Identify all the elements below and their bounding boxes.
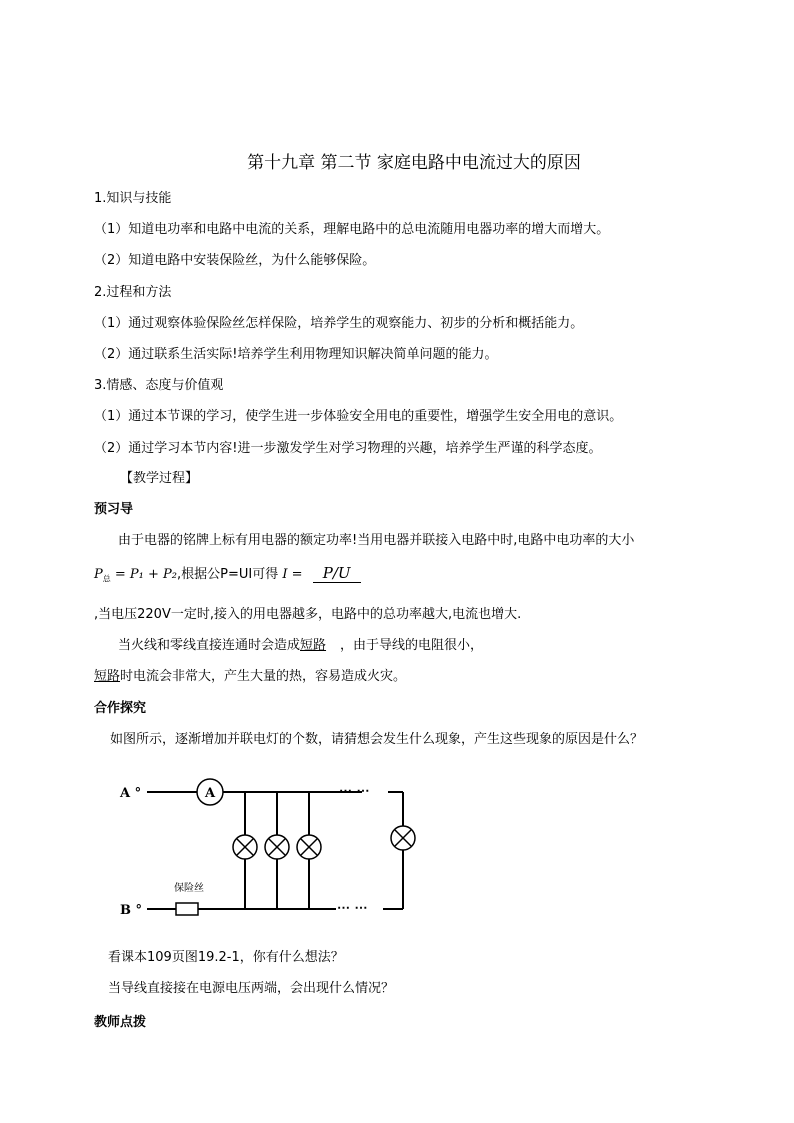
teaching-process-heading: 【教学过程】 (120, 471, 199, 486)
preview-paragraph-1: 由于电器的铭牌上标有用电器的额定功率!当用电器并联接入电路中时,电路中电功率的大小 (118, 533, 635, 548)
answer-blank-1: P/U (313, 564, 361, 583)
explore-heading: 合作探究 (94, 701, 147, 716)
page-title: 第十九章 第二节 家庭电路中电流过大的原因 (247, 153, 581, 173)
section-heading-process: 2.过程和方法 (94, 285, 172, 300)
formula-lhs: P (94, 567, 103, 582)
attitude-item-1: （1）通过本节课的学习，使学生进一步体验安全用电的重要性，增强学生安全用电的意识。 (94, 409, 623, 424)
lamp-n-icon (391, 826, 415, 850)
fuse-label: 保险丝 (174, 883, 204, 894)
preview-paragraph-2: ,当电压220V一定时,接入的用电器越多，电路中的总功率越大,电流也增大. (94, 607, 522, 622)
formula-text: ,根据公P=UI可得 (177, 567, 279, 582)
short-circuit-underlined: 短路 (94, 669, 121, 684)
lamp-2-icon (265, 835, 289, 859)
section-heading-knowledge: 1.知识与技能 (94, 191, 172, 206)
formula-subscript: 总 (102, 574, 111, 584)
process-item-1: （1）通过观察体验保险丝怎样保险，培养学生的观察能力、初步的分析和概括能力。 (94, 316, 584, 331)
teacher-heading: 教师点拨 (94, 1015, 147, 1030)
fuse-icon (176, 903, 198, 915)
knowledge-item-1: （1）知道电功率和电路中电流的关系，理解电路中的总电流随用电器功率的增大而增大。 (94, 222, 610, 237)
bottom-continuation-dots: ⋯ ⋯ (337, 901, 368, 916)
p3-text-before: 当火线和零线直接连通时会造成 (118, 638, 301, 653)
lamp-1-icon (233, 835, 257, 859)
section-heading-attitude: 3.情感、态度与价值观 (94, 378, 224, 393)
formula-rhs: = P₁ + P₂ (114, 567, 177, 582)
terminal-b-label: B ° (120, 903, 143, 918)
short-circuit-question: 当导线直接接在电源电压两端，会出现什么情况？ (108, 981, 395, 996)
formula-current: I = (282, 567, 303, 582)
attitude-item-2: （2）通过学习本节内容!进一步激发学生对学习物理的兴趣，培养学生严谨的科学态度。 (94, 441, 602, 456)
textbook-question: 看课本109页图19.2-1，你有什么想法？ (108, 950, 344, 965)
preview-heading: 预习导 (94, 502, 134, 517)
lamp-3-icon (297, 835, 321, 859)
ammeter-icon (197, 779, 223, 805)
p3-text-after: ，由于导线的电阻很小， (340, 638, 484, 653)
p4-text-rest: 时电流会非常大，产生大量的热，容易造成火灾。 (120, 669, 407, 684)
answer-blank-2: 短路 (300, 638, 327, 653)
explore-question: 如图所示，逐渐增加并联电灯的个数，请猜想会发生什么现象，产生这些现象的原因是什么？ (110, 732, 644, 747)
process-item-2: （2）通过联系生活实际!培养学生利用物理知识解决简单问题的能力。 (94, 347, 498, 362)
terminal-a-label: A ° (120, 786, 142, 801)
ammeter-label: A (204, 786, 216, 801)
top-continuation-dots: ⋯ ⋯ (339, 784, 370, 799)
knowledge-item-2: （2）知道电路中安装保险丝，为什么能够保险。 (94, 253, 376, 268)
